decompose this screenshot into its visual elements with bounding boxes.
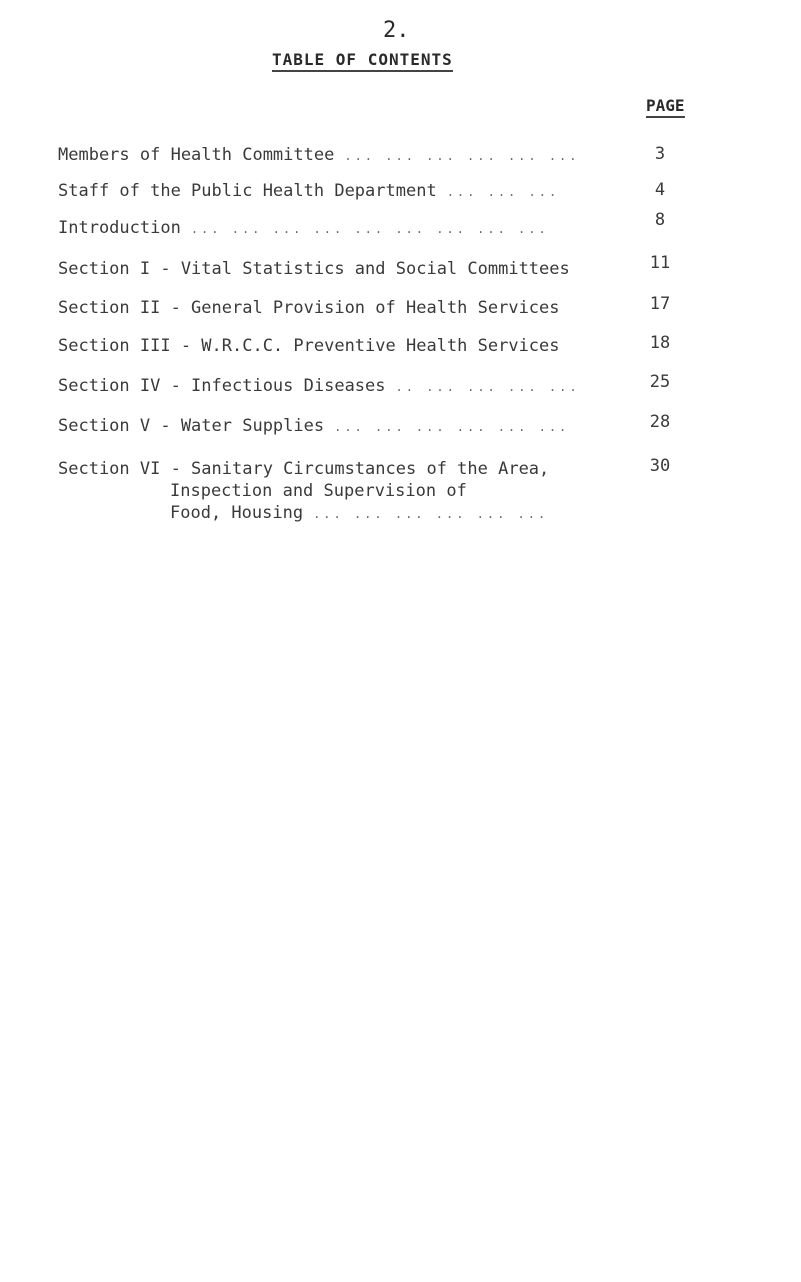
toc-entry-section-4 <box>58 375 648 398</box>
toc-entry-label: Section I - Vital Statistics and Social Committees <box>58 259 570 279</box>
toc-entry-section-3 <box>58 335 648 357</box>
toc-entry-section-1 <box>58 258 648 280</box>
toc-entry-page: 28 <box>649 412 671 432</box>
toc-entry-page: 30 <box>649 456 671 476</box>
toc-entry-label: Section II - General Provision of Health Services <box>58 298 560 318</box>
toc-entry-page: 25 <box>649 372 671 392</box>
dot-leader: ... ... ... ... ... ... ... ... ... <box>190 222 549 236</box>
toc-entry-label: Section VI - Sanitary Circumstances of the Area, <box>58 459 550 479</box>
page-column-header: PAGE <box>646 96 685 118</box>
toc-entry-page: 4 <box>654 180 666 200</box>
toc-entry-staff <box>58 180 648 203</box>
toc-entry-label-cont-text: Food, Housing <box>170 503 304 523</box>
toc-entry-section-2 <box>58 297 648 319</box>
page-number: 2. <box>383 18 410 43</box>
toc-entry-page: 11 <box>649 253 671 273</box>
toc-entry-label: Section III - W.R.C.C. Preventive Health Services <box>58 336 560 356</box>
dot-leader: ... ... ... ... ... ... <box>334 420 570 434</box>
toc-entry-label: Introduction <box>58 218 181 238</box>
toc-entry-label-cont <box>58 502 648 525</box>
toc-entry-label: Section V - Water Supplies <box>58 416 325 436</box>
toc-entry-page: 17 <box>649 294 671 314</box>
toc-entry-label: Members of Health Committee <box>58 145 335 165</box>
toc-entry-members <box>58 144 648 167</box>
toc-entry-label: Staff of the Public Health Department <box>58 181 437 201</box>
toc-entry-section-6 <box>58 458 648 525</box>
dot-leader: ... ... ... ... ... ... <box>313 507 549 521</box>
toc-entry-introduction <box>58 217 648 240</box>
toc-title: TABLE OF CONTENTS <box>272 50 453 72</box>
toc-entry-section-5 <box>58 415 648 438</box>
toc-entry-page: 8 <box>654 210 666 230</box>
dot-leader: ... ... ... <box>446 185 560 199</box>
toc-entry-page: 18 <box>649 333 671 353</box>
toc-entry-label: Section IV - Infectious Diseases <box>58 376 386 396</box>
toc-entry-page: 3 <box>654 144 666 164</box>
dot-leader: ... ... ... ... ... ... <box>344 149 580 163</box>
dot-leader: .. ... ... ... ... <box>395 380 580 394</box>
toc-entry-label-cont: Inspection and Supervision of <box>170 481 467 501</box>
